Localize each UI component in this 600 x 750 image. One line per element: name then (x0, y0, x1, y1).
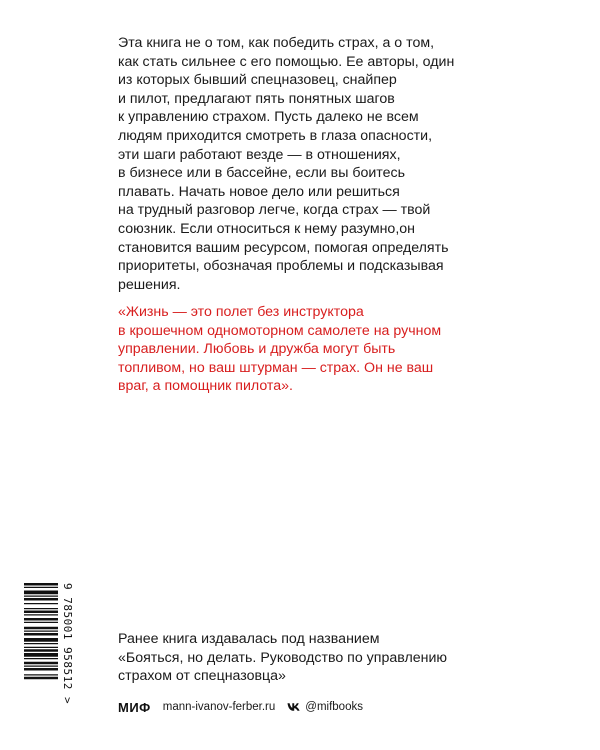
barcode-bar (24, 653, 58, 657)
isbn-barcode (24, 581, 58, 709)
quote-line: управлении. Любовь и дружба могут быть (118, 341, 396, 358)
barcode-bar (24, 591, 58, 595)
barcode-bar (24, 596, 58, 597)
description-line: в бизнесе или в бассейне, если вы боитесь (118, 165, 405, 182)
description-line: союзник. Если относиться к нему разумно,он (118, 220, 415, 237)
previous-title-line: Ранее книга издавалась под названием (118, 631, 380, 647)
quote-line: в крошечном одномоторном самолете на ручном (118, 322, 442, 339)
description-line: к управлению страхом. Пусть далеко не всем (118, 109, 419, 126)
description-line: Эта книга не о том, как победить страх, а о том, (118, 35, 435, 51)
barcode-bar (24, 633, 58, 636)
previous-title-note (118, 630, 498, 686)
barcode-bar (24, 618, 58, 621)
barcode-bar (24, 647, 58, 648)
publisher-footer (118, 696, 363, 718)
previous-title-line: «Бояться, но делать. Руководство по управлению (118, 649, 448, 666)
barcode-bar (24, 666, 58, 667)
description-line: на трудный разговор легче, когда страх — твой (118, 202, 431, 219)
description-line: из которых бывший спецназовец, снайпер (118, 72, 397, 89)
barcode-bar (24, 662, 58, 665)
description-line: решения. (118, 276, 181, 293)
publisher-logo: МИФ (118, 699, 151, 715)
barcode-bar (24, 643, 58, 644)
previous-title-line: страхом от спецназовца» (118, 668, 286, 685)
barcode-bar (24, 603, 58, 604)
barcode-bar (24, 598, 58, 601)
barcode-bar (24, 583, 58, 586)
quote-line: топливом, но ваш штурман — страх. Он не ваш (118, 359, 434, 376)
description-line: приоритеты, обозначая проблемы и подсказывая (118, 258, 444, 275)
barcode-bar (24, 611, 58, 614)
pull-quote (118, 303, 488, 396)
description-line: и пилот, предлагают пять понятных шагов (118, 90, 395, 107)
description-line: плавать. Начать новое дело или решиться (118, 183, 400, 200)
barcode-bar (24, 622, 58, 623)
barcode-bar (24, 674, 58, 675)
barcode-bar (24, 638, 58, 642)
barcode-bar (24, 627, 58, 630)
description-line: людям приходится смотреть в глаза опасности, (118, 127, 433, 144)
description-line: эти шаги работают везде — в отношениях, (118, 146, 401, 163)
barcode-bar (24, 668, 58, 671)
social-handle[interactable]: @mifbooks (305, 701, 363, 713)
description-line: становится вашим ресурсом, помогая определять (118, 239, 449, 256)
description-line: как стать сильнее с его помощью. Ее авторы, один (118, 53, 455, 70)
quote-line: враг, а помощник пилота». (118, 378, 293, 395)
barcode-bar (24, 649, 58, 652)
barcode-bar (24, 631, 58, 632)
website-link[interactable]: mann-ivanov-ferber.ru (162, 701, 276, 713)
quote-line: «Жизнь — это полет без инструктора (118, 304, 364, 320)
vk-icon[interactable] (287, 702, 301, 712)
barcode-bar (24, 677, 58, 680)
barcode-digits: 9 785001 958512 > (61, 583, 74, 705)
barcode-bar (24, 658, 58, 659)
barcode-bar (24, 587, 58, 588)
book-description (118, 34, 488, 294)
barcode-bar (24, 608, 58, 609)
barcode-bar (24, 614, 58, 615)
